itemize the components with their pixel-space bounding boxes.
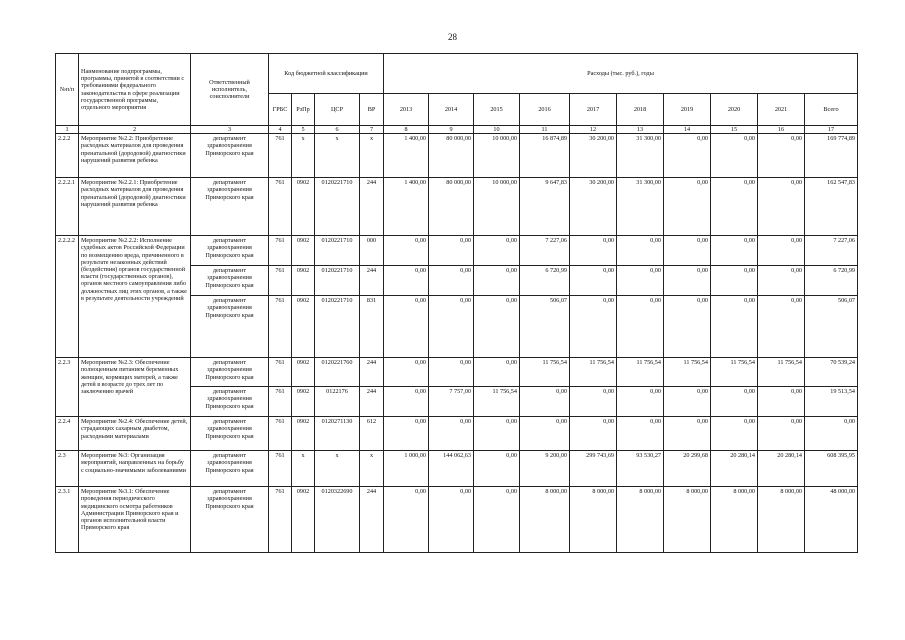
row-rzpr: х — [292, 134, 315, 178]
row-value: 0,00 — [711, 178, 758, 236]
row-grbs: 761 — [269, 387, 292, 417]
row-grbs: 761 — [269, 358, 292, 387]
row-value: 144 062,63 — [429, 451, 474, 487]
column-number: 16 — [758, 126, 805, 134]
row-value: 11 756,54 — [617, 358, 664, 387]
row-grbs: 761 — [269, 266, 292, 296]
table-row — [56, 417, 858, 451]
row-value: 0,00 — [570, 266, 617, 296]
budget-table — [55, 53, 858, 553]
row-value: 8 000,00 — [520, 487, 570, 553]
row-value: 0,00 — [758, 134, 805, 178]
row-value: 0,00 — [617, 417, 664, 451]
table-row — [56, 358, 858, 387]
row-value: 11 756,54 — [711, 358, 758, 387]
row-grbs: 761 — [269, 487, 292, 553]
row-responsible: департамент здравоохранения Приморского края — [191, 358, 269, 387]
row-value: 0,00 — [384, 387, 429, 417]
row-value: 0,00 — [664, 236, 711, 266]
row-value: 0,00 — [711, 417, 758, 451]
header-year: 2020 — [711, 94, 758, 126]
row-value: 0,00 — [617, 266, 664, 296]
row-vr: 244 — [360, 358, 384, 387]
header-expenses: Расходы (тыс. руб.), годы — [384, 54, 858, 94]
header-year: 2015 — [474, 94, 520, 126]
header-csr: ЦСР — [315, 94, 360, 126]
row-rzpr: 0902 — [292, 236, 315, 266]
row-value: 0,00 — [520, 387, 570, 417]
row-value: 11 756,54 — [758, 358, 805, 387]
row-vr: х — [360, 134, 384, 178]
row-value: 16 874,89 — [520, 134, 570, 178]
header-vr: ВР — [360, 94, 384, 126]
row-value: 8 000,00 — [758, 487, 805, 553]
row-value: 1 400,00 — [384, 178, 429, 236]
row-total: 169 774,89 — [805, 134, 858, 178]
row-vr: 612 — [360, 417, 384, 451]
column-number: 9 — [429, 126, 474, 134]
row-value: 8 000,00 — [617, 487, 664, 553]
row-value: 20 280,14 — [758, 451, 805, 487]
row-vr: х — [360, 451, 384, 487]
row-num: 2.2.4 — [56, 417, 79, 451]
row-value: 31 300,00 — [617, 178, 664, 236]
row-value: 0,00 — [429, 266, 474, 296]
row-value: 11 756,54 — [664, 358, 711, 387]
row-total: 70 539,24 — [805, 358, 858, 387]
row-value: 0,00 — [429, 417, 474, 451]
row-total: 7 227,06 — [805, 236, 858, 266]
row-value: 0,00 — [570, 296, 617, 358]
row-rzpr: 0902 — [292, 266, 315, 296]
row-value: 11 756,54 — [520, 358, 570, 387]
row-value: 80 000,00 — [429, 178, 474, 236]
column-number: 1 — [56, 126, 79, 134]
column-number: 5 — [292, 126, 315, 134]
row-name: Мероприятие №2.2: Приобретение расходных материалов для проведения пренатальной (дородовой) диагностики нарушений развития ребенка — [79, 134, 191, 178]
row-value: 0,00 — [758, 387, 805, 417]
row-value: 0,00 — [429, 296, 474, 358]
row-csr: 0120221710 — [315, 266, 360, 296]
row-value: 20 280,14 — [711, 451, 758, 487]
row-value: 31 300,00 — [617, 134, 664, 178]
row-value: 0,00 — [520, 417, 570, 451]
row-value: 0,00 — [474, 487, 520, 553]
header-year: 2014 — [429, 94, 474, 126]
row-value: 0,00 — [384, 487, 429, 553]
row-value: 0,00 — [664, 296, 711, 358]
row-value: 8 000,00 — [570, 487, 617, 553]
row-total: 608 395,95 — [805, 451, 858, 487]
header-year: 2019 — [664, 94, 711, 126]
column-number: 10 — [474, 126, 520, 134]
column-number: 11 — [520, 126, 570, 134]
column-number: 15 — [711, 126, 758, 134]
row-value: 11 756,54 — [474, 387, 520, 417]
row-value: 0,00 — [570, 387, 617, 417]
row-total: 48 000,00 — [805, 487, 858, 553]
column-number: 17 — [805, 126, 858, 134]
row-num: 2.2.2.2 — [56, 236, 79, 358]
table-row — [56, 236, 858, 266]
header-kbk: Код бюджетной классификации — [269, 54, 384, 94]
row-value: 1 400,00 — [384, 134, 429, 178]
row-value: 80 000,00 — [429, 134, 474, 178]
row-csr: х — [315, 451, 360, 487]
row-value: 30 200,00 — [570, 178, 617, 236]
row-responsible: департамент здравоохранения Приморского края — [191, 487, 269, 553]
row-vr: 244 — [360, 487, 384, 553]
row-value: 0,00 — [474, 266, 520, 296]
row-value: 0,00 — [711, 387, 758, 417]
row-rzpr: 0902 — [292, 178, 315, 236]
row-grbs: 761 — [269, 296, 292, 358]
column-number: 13 — [617, 126, 664, 134]
row-num: 2.2.2 — [56, 134, 79, 178]
table-row — [56, 487, 858, 553]
row-value: 0,00 — [711, 134, 758, 178]
row-value: 0,00 — [711, 296, 758, 358]
row-rzpr: х — [292, 451, 315, 487]
header-responsible: Ответственный исполнитель, соисполнители — [191, 54, 269, 126]
row-csr: 0120221710 — [315, 236, 360, 266]
row-num: 2.3 — [56, 451, 79, 487]
row-vr: 000 — [360, 236, 384, 266]
row-value: 0,00 — [664, 134, 711, 178]
row-value: 0,00 — [474, 417, 520, 451]
column-number: 14 — [664, 126, 711, 134]
row-rzpr: 0902 — [292, 417, 315, 451]
header-num: №п/п — [56, 54, 79, 126]
row-vr: 244 — [360, 387, 384, 417]
row-responsible: департамент здравоохранения Приморского края — [191, 387, 269, 417]
row-grbs: 761 — [269, 451, 292, 487]
page-number: 28 — [448, 32, 457, 42]
column-number: 2 — [79, 126, 191, 134]
row-responsible: департамент здравоохранения Приморского края — [191, 417, 269, 451]
row-value: 0,00 — [474, 236, 520, 266]
row-name: Мероприятие №2.4: Обеспечение детей, страдающих сахарным диабетом, расходными материалами — [79, 417, 191, 451]
table-row — [56, 134, 858, 178]
row-value: 9 647,83 — [520, 178, 570, 236]
row-value: 0,00 — [384, 266, 429, 296]
row-responsible: департамент здравоохранения Приморского края — [191, 178, 269, 236]
row-vr: 244 — [360, 266, 384, 296]
row-value: 0,00 — [617, 296, 664, 358]
row-total: 506,07 — [805, 296, 858, 358]
row-value: 0,00 — [474, 451, 520, 487]
header-rzpr: РзПр — [292, 94, 315, 126]
row-csr: 0120322690 — [315, 487, 360, 553]
row-value: 0,00 — [664, 387, 711, 417]
row-value: 0,00 — [664, 266, 711, 296]
row-value: 0,00 — [617, 236, 664, 266]
column-number: 12 — [570, 126, 617, 134]
row-num: 2.2.2.1 — [56, 178, 79, 236]
table-row — [56, 451, 858, 487]
row-value: 93 530,27 — [617, 451, 664, 487]
row-responsible: департамент здравоохранения Приморского края — [191, 451, 269, 487]
row-rzpr: 0902 — [292, 487, 315, 553]
row-csr: 0122176 — [315, 387, 360, 417]
row-vr: 831 — [360, 296, 384, 358]
row-value: 0,00 — [664, 417, 711, 451]
row-csr: х — [315, 134, 360, 178]
row-value: 0,00 — [758, 236, 805, 266]
row-rzpr: 0902 — [292, 387, 315, 417]
row-total: 0,00 — [805, 417, 858, 451]
row-value: 0,00 — [711, 266, 758, 296]
row-total: 162 547,83 — [805, 178, 858, 236]
row-value: 6 720,99 — [520, 266, 570, 296]
row-value: 0,00 — [429, 487, 474, 553]
row-grbs: 761 — [269, 134, 292, 178]
row-value: 9 200,00 — [520, 451, 570, 487]
header-total: Всего — [805, 94, 858, 126]
row-value: 10 000,00 — [474, 178, 520, 236]
row-value: 8 000,00 — [664, 487, 711, 553]
table-row — [56, 178, 858, 236]
row-value: 0,00 — [711, 236, 758, 266]
row-total: 19 513,54 — [805, 387, 858, 417]
column-number-row — [56, 126, 858, 134]
row-responsible: департамент здравоохранения Приморского края — [191, 236, 269, 266]
header-year: 2016 — [520, 94, 570, 126]
row-value: 0,00 — [474, 358, 520, 387]
row-value: 0,00 — [570, 236, 617, 266]
row-value: 0,00 — [384, 417, 429, 451]
row-responsible: департамент здравоохранения Приморского края — [191, 266, 269, 296]
row-value: 0,00 — [474, 296, 520, 358]
row-value: 0,00 — [617, 387, 664, 417]
row-csr: 0120221710 — [315, 178, 360, 236]
row-rzpr: 0902 — [292, 358, 315, 387]
row-rzpr: 0902 — [292, 296, 315, 358]
row-value: 7 227,06 — [520, 236, 570, 266]
row-name: Мероприятие №3: Организация мероприятий, направленных на борьбу с социально-значимыми заболеваниями — [79, 451, 191, 487]
row-name: Мероприятие №3.1: Обеспечение проведения периодического медицинского осмотра работников Администрации Приморского края и органов исполнительной власти Приморского края — [79, 487, 191, 553]
header-year: 2013 — [384, 94, 429, 126]
row-value: 7 757,00 — [429, 387, 474, 417]
row-value: 0,00 — [384, 296, 429, 358]
row-value: 30 200,00 — [570, 134, 617, 178]
row-value: 0,00 — [758, 296, 805, 358]
column-number: 8 — [384, 126, 429, 134]
row-name: Мероприятие №2.3: Обеспечение полноценным питанием беременных женщин, кормящих матерей, а также детей в возрасте до трех лет по заключению врачей — [79, 358, 191, 417]
row-vr: 244 — [360, 178, 384, 236]
row-csr: 0120221710 — [315, 296, 360, 358]
row-grbs: 761 — [269, 236, 292, 266]
row-total: 6 720,99 — [805, 266, 858, 296]
column-number: 3 — [191, 126, 269, 134]
row-grbs: 761 — [269, 178, 292, 236]
row-value: 0,00 — [664, 178, 711, 236]
header-year: 2017 — [570, 94, 617, 126]
row-value: 299 743,69 — [570, 451, 617, 487]
row-num: 2.2.3 — [56, 358, 79, 417]
row-value: 0,00 — [384, 358, 429, 387]
row-value: 0,00 — [429, 358, 474, 387]
row-value: 1 000,00 — [384, 451, 429, 487]
row-name: Мероприятие №2.2.2: Исполнение судебных актов Российской Федерации по возмещению вреда, причиненного в результате незаконных действий (бездействия) органов государственной власти (государственных органов), органов местного самоуправления либо должностных лиц этих органов, а также в результате деятельности учреждений — [79, 236, 191, 358]
column-number: 4 — [269, 126, 292, 134]
header-year: 2018 — [617, 94, 664, 126]
row-num: 2.3.1 — [56, 487, 79, 553]
header-name: Наименование подпрограммы, программы, принятой в соответствии с требованиями федерального законодательства в сфере реализации государственной программы, отдельного мероприятия — [79, 54, 191, 126]
row-responsible: департамент здравоохранения Приморского края — [191, 296, 269, 358]
row-value: 506,07 — [520, 296, 570, 358]
row-value: 0,00 — [570, 417, 617, 451]
row-grbs: 761 — [269, 417, 292, 451]
row-responsible: департамент здравоохранения Приморского края — [191, 134, 269, 178]
column-number: 7 — [360, 126, 384, 134]
row-value: 0,00 — [758, 178, 805, 236]
row-value: 11 756,54 — [570, 358, 617, 387]
row-value: 0,00 — [429, 236, 474, 266]
row-value: 8 000,00 — [711, 487, 758, 553]
row-value: 20 299,68 — [664, 451, 711, 487]
row-name: Мероприятие №2.2.1: Приобретение расходных материалов для проведения пренатальной (дородовой) диагностики нарушений развития ребенка — [79, 178, 191, 236]
row-value: 0,00 — [384, 236, 429, 266]
header-grbs: ГРБС — [269, 94, 292, 126]
row-value: 0,00 — [758, 417, 805, 451]
row-csr: 0120271130 — [315, 417, 360, 451]
row-value: 0,00 — [758, 266, 805, 296]
header-year: 2021 — [758, 94, 805, 126]
row-csr: 0120221760 — [315, 358, 360, 387]
row-value: 10 000,00 — [474, 134, 520, 178]
column-number: 6 — [315, 126, 360, 134]
